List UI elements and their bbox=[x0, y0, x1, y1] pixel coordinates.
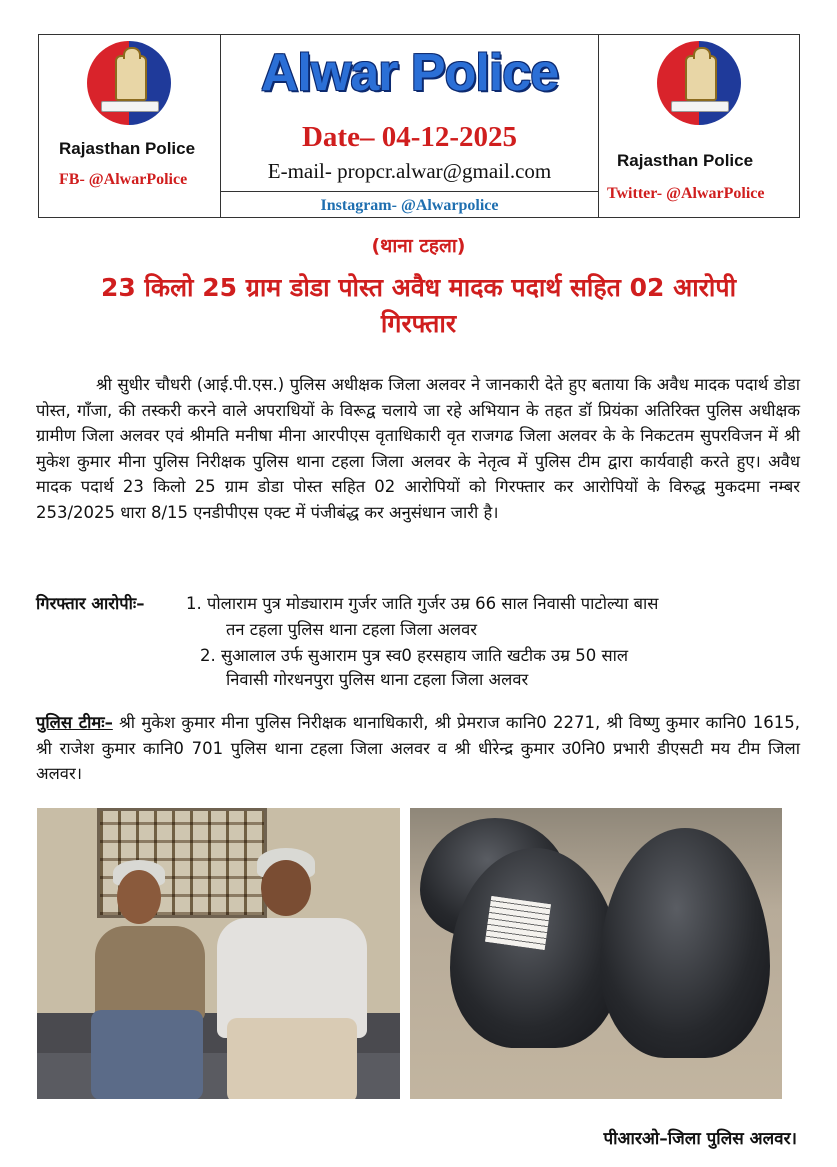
arrested-label: गिरफ्तार आरोपीः– bbox=[36, 594, 145, 613]
police-team-members: श्री मुकेश कुमार मीना पुलिस निरीक्षक थानाधिकारी, श्री प्रेमराज कानि0 2271, श्री विष्णु कुमार कानि0 1615, श्री राजेश कुमार कानि0 701 पुलिस थाना टहला जिला अलवर व श्री धीरेन्द्र कुमार उ0नि0 प्रभारी डीएसटी मय टीम जिला अलवर। bbox=[36, 713, 800, 783]
seized-contraband-photo bbox=[410, 808, 782, 1099]
rajasthan-police-emblem-icon bbox=[657, 41, 741, 125]
contact-email: E-mail- propcr.alwar@gmail.com bbox=[267, 159, 552, 183]
pro-signature: पीआरओ–जिला पुलिस अलवर। bbox=[603, 1129, 797, 1149]
police-station-label: (थाना टहला) bbox=[371, 235, 466, 257]
arrested-section bbox=[36, 592, 806, 689]
rajasthan-police-emblem-icon bbox=[87, 41, 171, 125]
arrested-item-2-line2: निवासी गोरधनपुरा पुलिस थाना टहला जिला अलवर bbox=[226, 670, 529, 689]
accused-photo bbox=[37, 808, 400, 1099]
police-team-paragraph bbox=[36, 710, 800, 787]
press-date: Date– 04-12-2025 bbox=[301, 121, 518, 153]
facebook-handle: FB- @AlwarPolice bbox=[59, 171, 188, 188]
seizure-label-paper bbox=[485, 896, 551, 950]
arrested-item-1-line1: 1. पोलाराम पुत्र मोड्याराम गुर्जर जाति गुर्जर उम्र 66 साल निवासी पाटोल्या बास bbox=[186, 594, 659, 613]
news-headline: 23 किलो 25 ग्राम डोडा पोस्त अवैध मादक पदार्थ सहित 02 आरोपी गिरफ्तार bbox=[100, 273, 737, 338]
instagram-handle: Instagram- @Alwarpolice bbox=[320, 197, 499, 214]
header-center-cell bbox=[221, 35, 599, 217]
brand-title: Alwar Police bbox=[260, 44, 559, 102]
instagram-row bbox=[221, 191, 598, 220]
org-name-right: Rajasthan Police bbox=[617, 151, 754, 170]
header-box bbox=[38, 34, 800, 218]
arrested-item-2-line1: 2. सुआलाल उर्फ सुआराम पुत्र स्व0 हरसहाय जाति खटीक उम्र 50 साल bbox=[200, 646, 629, 665]
org-name-left: Rajasthan Police bbox=[59, 139, 196, 158]
twitter-handle: Twitter- @AlwarPolice bbox=[607, 185, 765, 202]
arrested-item-1-line2: तन टहला पुलिस थाना टहला जिला अलवर bbox=[226, 620, 478, 639]
news-paragraph: श्री सुधीर चौधरी (आई.पी.एस.) पुलिस अधीक्षक जिला अलवर ने जानकारी देते हुए बताया कि अवैध मादक पदार्थ डोडा पोस्त, गाँजा, की तस्करी करने वाले अपराधियों के विरूद्व चलाये जा रहे अभियान के तहत डॉ प्रियंका अतिरिक्त पुलिस अधीक्षक ग्रामीण जिला अलवर एवं श्रीमति मनीषा मीना आरपीएस वृताधिकारी वृत राजगढ जिला अलवर के के निकटतम सुपरविजन में श्री मुकेश कुमार मीना पुलिस निरीक्षक पुलिस थाना टहला जिला अलवर के नेतृत्व में पुलिस टीम द्वारा कार्यवाही करते हुए। अवैध मादक पदार्थ 23 किलो 25 ग्राम डोडा पोस्त सहित 02 आरोपियों को गिरफ्तार कर आरोपियों के विरुद्ध मुकदमा नम्बर 253/2025 धारा 8/15 एनडीपीएस एक्ट में पंजीबंद्ध कर अनुसंधान जारी है। bbox=[36, 375, 800, 522]
header-left-cell bbox=[39, 35, 221, 217]
police-team-label: पुलिस टीमः– bbox=[36, 713, 113, 732]
header-right-cell bbox=[599, 35, 801, 217]
